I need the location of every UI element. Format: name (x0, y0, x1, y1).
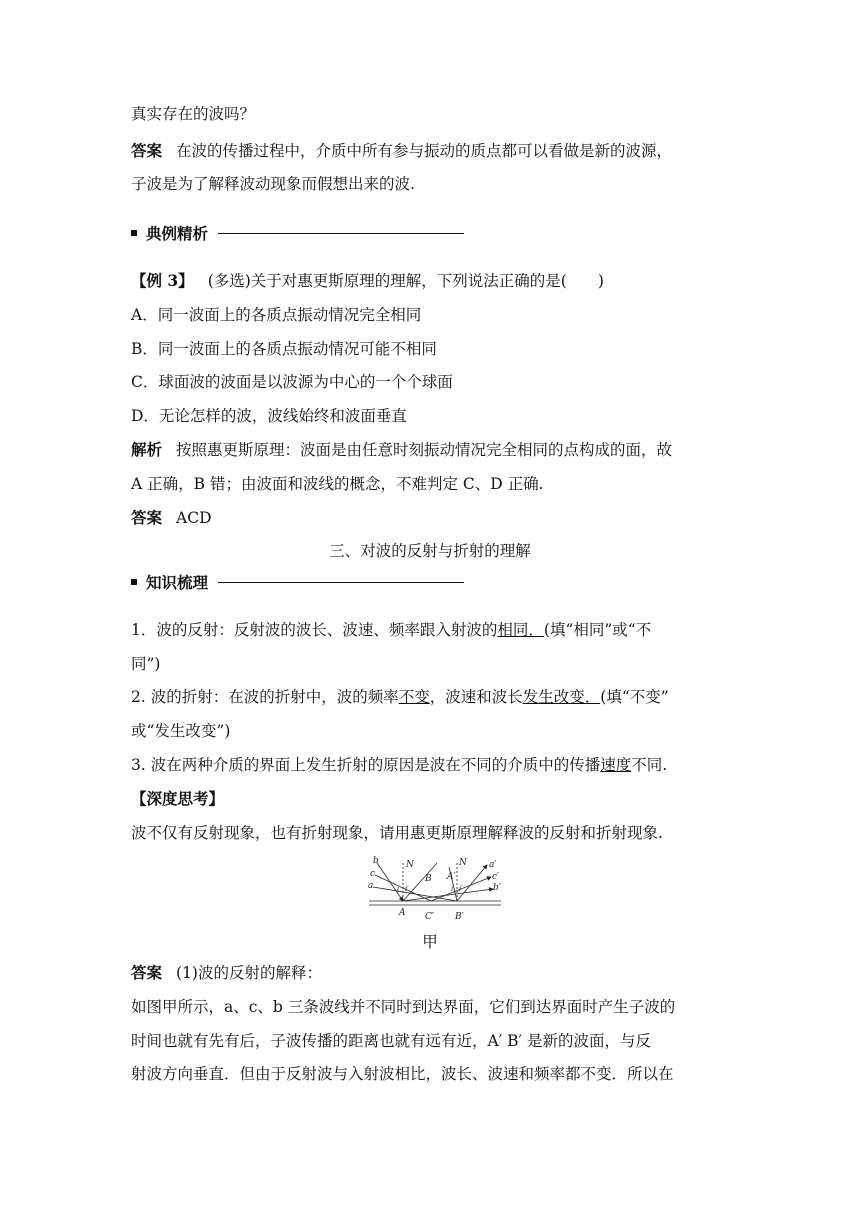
label-a-prime: A′ (447, 872, 456, 882)
fill-answer: 不变 (398, 688, 430, 706)
example-label: 【例 3】 (131, 271, 194, 290)
label-a: a (368, 881, 374, 891)
text-line: 真实存在的波吗？ (131, 105, 256, 123)
item-text: (填“相同”或“不 (543, 621, 652, 639)
label-c-prime: c′ (492, 872, 500, 882)
item-2 (131, 686, 669, 708)
item-text: ，波速和波长 (429, 688, 523, 706)
text-line: A 正确，B 错；由波面和波线的概念，不难判定 C、D 正确. (131, 475, 544, 493)
option-a: A．同一波面上的各质点振动情况完全相同 (131, 306, 422, 324)
text-line: 如图甲所示，a、c、b 三条波线并不同时到达界面，它们到达界面时产生子波的 (131, 998, 676, 1016)
section-heading (131, 571, 464, 593)
label-angle: i′ (405, 885, 409, 893)
fill-answer: 相同． (497, 621, 544, 639)
item-text: 2. 波的折射：在波的折射中，波的频率 (131, 688, 399, 706)
answer-line (131, 507, 212, 529)
wave-reflection-figure (365, 855, 505, 925)
label-a-point: A (399, 908, 406, 918)
analysis-text: 按照惠更斯原理：波面是由任意时刻振动情况完全相同的点构成的面，故 (176, 441, 673, 459)
label-b-prime-point: B′ (455, 912, 464, 922)
option-b: B．同一波面上的各质点振动情况可能不相同 (131, 340, 437, 358)
answer-label: 答案 (131, 963, 163, 982)
section-title: 知识梳理 (146, 573, 209, 592)
square-bullet-icon (131, 579, 137, 585)
section-rule (218, 233, 464, 234)
text-line: 射波方向垂直．但由于反射波与入射波相比，波长、波速和频率都不变．所以在 (131, 1065, 674, 1083)
text-line: 子波是为了解释波动现象而假想出来的波. (131, 175, 415, 193)
answer-text: ACD (176, 509, 212, 527)
answer-line (131, 140, 672, 162)
fill-answer: 发生改变． (522, 688, 601, 706)
label-angle: i (397, 885, 400, 893)
item-text: 1．波的反射：反射波的波长、波速、频率跟入射波的 (131, 621, 498, 639)
incident-ray-a (373, 887, 457, 901)
answer-line (131, 962, 322, 984)
label-a-prime-ray: a′ (489, 860, 497, 870)
label-n: N (406, 860, 414, 870)
answer-text: (1)波的反射的解释： (176, 964, 322, 982)
section-heading (131, 222, 464, 244)
answer-text: 在波的传播过程中，介质中所有参与振动的质点都可以看做是新的波源， (176, 142, 673, 160)
label-c: c (370, 869, 376, 879)
item-1 (131, 619, 651, 641)
label-b: b (373, 856, 379, 866)
fill-answer: 速度 (600, 756, 632, 774)
item-3 (131, 754, 667, 776)
label-b-prime: b′ (493, 883, 501, 893)
example-line (131, 270, 604, 292)
answer-label: 答案 (131, 508, 163, 527)
option-c: C．球面波的波面是以波源为中心的一个个球面 (131, 373, 453, 391)
deep-thinking-title: 【深度思考】 (131, 789, 225, 808)
item-text: (填“不变” (600, 688, 669, 706)
label-c-prime-point: C′ (425, 912, 434, 922)
label-angle: i′ (459, 885, 463, 893)
reflected-ray-a (457, 865, 487, 901)
option-d: D．无论怎样的波，波线始终和波面垂直 (131, 407, 407, 425)
text-line: 时间也就有先有后，子波传播的距离也就有远有近，A′ B′ 是新的波面，与反 (131, 1032, 651, 1050)
analysis-label: 解析 (131, 440, 163, 459)
text-line: 或“发生改变”) (131, 722, 231, 740)
figure-caption: 甲 (422, 933, 438, 951)
item-text: 3. 波在两种介质的界面上发生折射的原因是波在不同的介质中的传播 (131, 756, 601, 774)
section-title: 典例精析 (146, 224, 209, 243)
text-line: 同”) (131, 655, 161, 673)
answer-label: 答案 (131, 141, 163, 160)
label-angle: i (451, 885, 454, 893)
label-b-point: B (425, 874, 432, 884)
part-heading: 三、对波的反射与折射的理解 (329, 542, 531, 560)
section-rule (218, 582, 464, 583)
square-bullet-icon (131, 230, 137, 236)
analysis-line (131, 439, 672, 461)
label-n: N (459, 858, 467, 868)
question-line: 波不仅有反射现象，也有折射现象，请用惠更斯原理解释波的反射和折射现象. (131, 824, 663, 842)
item-text: 不同. (631, 756, 668, 774)
example-text: (多选)关于对惠更斯原理的理解，下列说法正确的是( ) (207, 272, 604, 290)
